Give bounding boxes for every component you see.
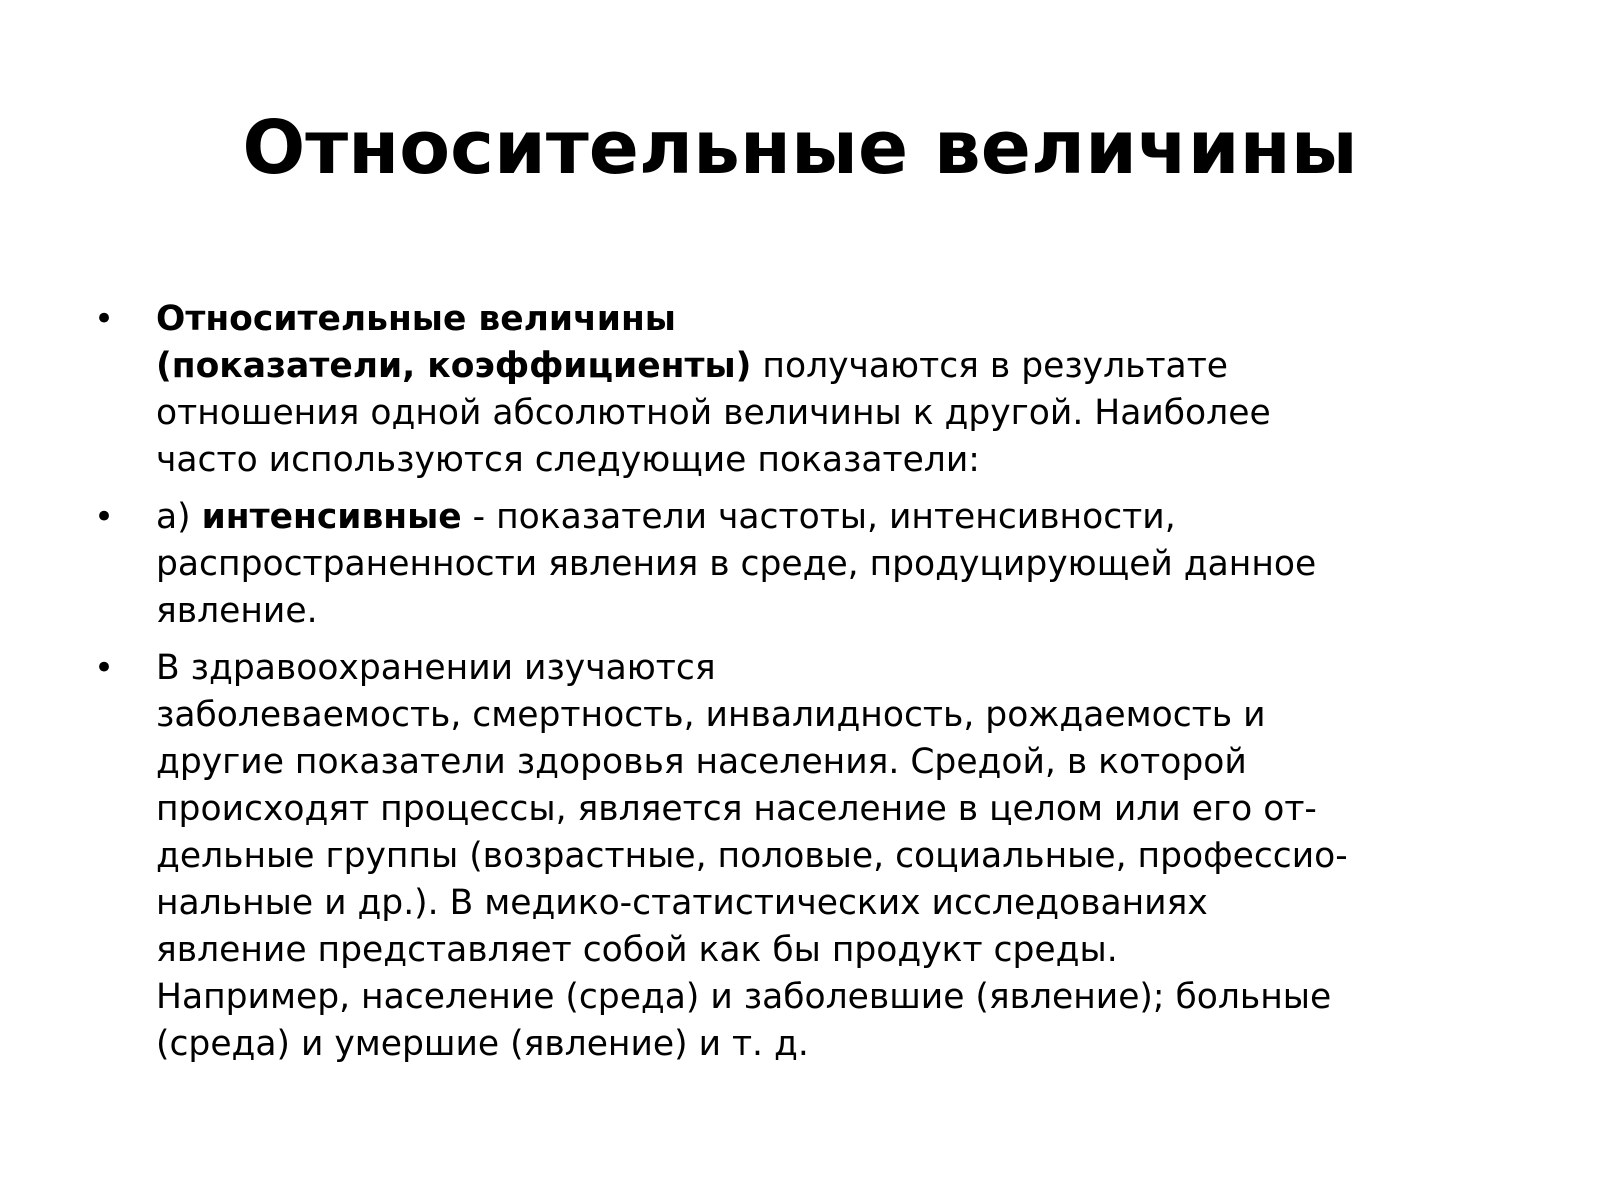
text-line: нальные и др.). В медико-статистических исследованиях [156, 883, 1208, 923]
bold-term: (показатели, коэффициенты) [156, 346, 752, 386]
bullet-marker: • [94, 648, 115, 688]
text-line [156, 343, 1532, 390]
bullet-item-intensive [92, 494, 1532, 635]
text-line: В здравоохранении изучаются [156, 648, 716, 688]
text-line: Например, население (среда) и заболевшие (явление); больные [156, 977, 1332, 1017]
bold-term: интенсивные [201, 497, 462, 537]
slide-title: Относительные величины [242, 105, 1358, 191]
bullet-item-healthcare [92, 645, 1532, 1068]
bullet-item-definition [92, 296, 1532, 484]
bullet-list [92, 296, 1532, 1078]
text-line: распространенности явления в среде, продуцирующей данное [156, 544, 1317, 584]
text-line: заболеваемость, смертность, инвалидность, рождаемость и [156, 695, 1266, 735]
text-line: (среда) и умершие (явление) и т. д. [156, 1024, 809, 1064]
text-line: часто используются следующие показатели: [156, 440, 980, 480]
text-span: - показатели частоты, интенсивности, [461, 497, 1176, 537]
text-span: получаются в результате [751, 346, 1229, 386]
text-line: происходят процессы, является население в целом или его от- [156, 789, 1317, 829]
text-span: а) [156, 497, 202, 537]
text-line [156, 494, 1532, 541]
text-line: отношения одной абсолютной величины к другой. Наиболее [156, 393, 1271, 433]
bold-term: Относительные величины [156, 299, 676, 339]
text-line [156, 296, 1532, 343]
bullet-marker: • [94, 497, 115, 537]
bullet-marker: • [94, 299, 115, 339]
text-line: другие показатели здоровья населения. Средой, в которой [156, 742, 1247, 782]
text-line: явление представляет собой как бы продукт среды. [156, 930, 1118, 970]
text-line: дельные группы (возрастные, половые, социальные, профессио- [156, 836, 1348, 876]
text-line: явление. [156, 591, 318, 631]
